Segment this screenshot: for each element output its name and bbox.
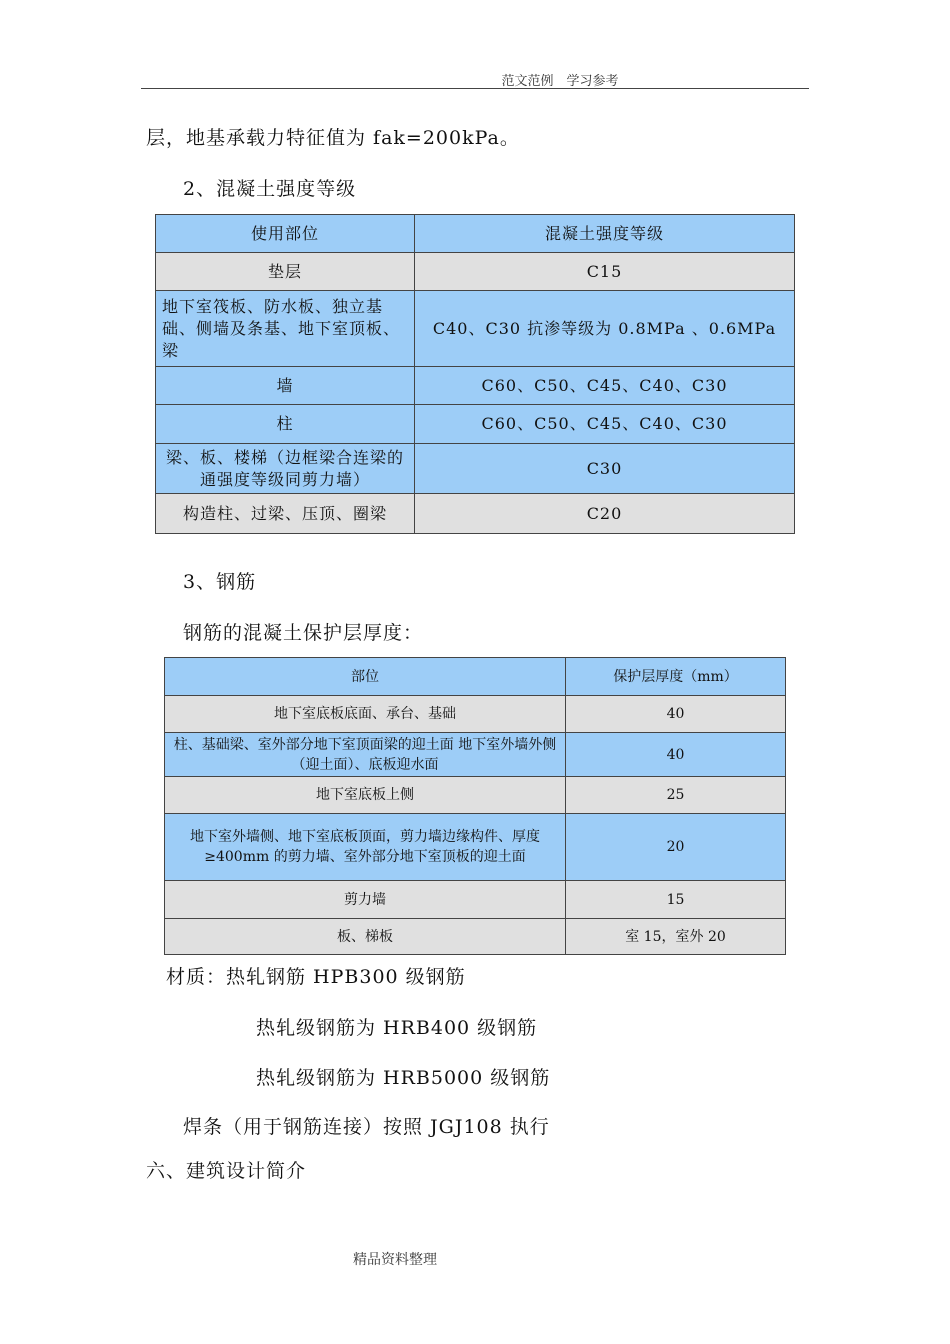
table-cell: 垫层 [156,253,415,291]
page-footer: 精品资料整理 [353,1252,437,1268]
table-cell: 15 [566,881,786,919]
cover-thickness-table [164,657,786,955]
table-row [156,253,795,291]
table-cell: 墙 [156,367,415,405]
table-cell: C20 [415,494,795,534]
table-cell: 室 15，室外 20 [566,919,786,955]
table-cell: 柱、基础梁、室外部分地下室顶面梁的迎土面 地下室外墙外侧（迎土面）、底板迎水面 [165,733,566,777]
cover-thickness-title: 钢筋的混凝土保护层厚度： [183,622,424,644]
table-cell: 地下室底板底面、承台、基础 [165,696,566,733]
materials-line-1: 材质：热轧钢筋 HPB300 级钢筋 [166,966,466,988]
table-cell: 40 [566,733,786,777]
table-cell: 20 [566,814,786,881]
table-cell: 40 [566,696,786,733]
table-header-cell: 保护层厚度（mm） [566,658,786,696]
concrete-grade-table [155,214,795,534]
table-row [156,444,795,494]
page-header: 范文范例 学习参考 [501,74,619,89]
section6-title: 六、建筑设计简介 [146,1160,307,1182]
table-row [165,919,786,955]
header-rule [141,88,809,89]
materials-line-3: 热轧级钢筋为 HRB5000 级钢筋 [256,1067,551,1089]
table-cell: C60、C50、C45、C40、C30 [415,405,795,444]
table-header-cell: 部位 [165,658,566,696]
table-cell: C15 [415,253,795,291]
table-header-row [165,658,786,696]
table-row [156,291,795,367]
table-row [156,367,795,405]
table-row [165,814,786,881]
table-header-cell: 混凝土强度等级 [415,215,795,253]
section3-title: 3、钢筋 [183,571,257,593]
table-cell: 地下室底板上侧 [165,777,566,814]
table-cell: C40、C30 抗渗等级为 0.8MPa 、0.6MPa [415,291,795,367]
table-row [165,777,786,814]
materials-line-2: 热轧级钢筋为 HRB400 级钢筋 [256,1017,538,1039]
materials-line-4: 焊条（用于钢筋连接）按照 JGJ108 执行 [183,1116,550,1138]
table-cell: 地下室外墙侧、地下室底板顶面，剪力墙边缘构件、厚度≥400mm 的剪力墙、室外部分地下室顶板的迎土面 [165,814,566,881]
table-cell: 板、梯板 [165,919,566,955]
table-cell: 构造柱、过梁、压顶、圈梁 [156,494,415,534]
table-row [156,405,795,444]
table-row [165,696,786,733]
table-row [165,733,786,777]
table-cell: 梁、板、楼梯（边框梁合连梁的通强度等级同剪力墙） [156,444,415,494]
intro-line: 层，地基承载力特征值为 fak=200kPa。 [146,127,520,149]
table-cell: 柱 [156,405,415,444]
table-cell: 地下室筏板、防水板、独立基础、侧墙及条基、地下室顶板、梁 [156,291,415,367]
table-row [156,494,795,534]
table-header-row [156,215,795,253]
table-cell: 剪力墙 [165,881,566,919]
section2-title: 2、混凝土强度等级 [183,178,357,200]
table-cell: C60、C50、C45、C40、C30 [415,367,795,405]
table-cell: C30 [415,444,795,494]
table-row [165,881,786,919]
table-cell: 25 [566,777,786,814]
table-header-cell: 使用部位 [156,215,415,253]
